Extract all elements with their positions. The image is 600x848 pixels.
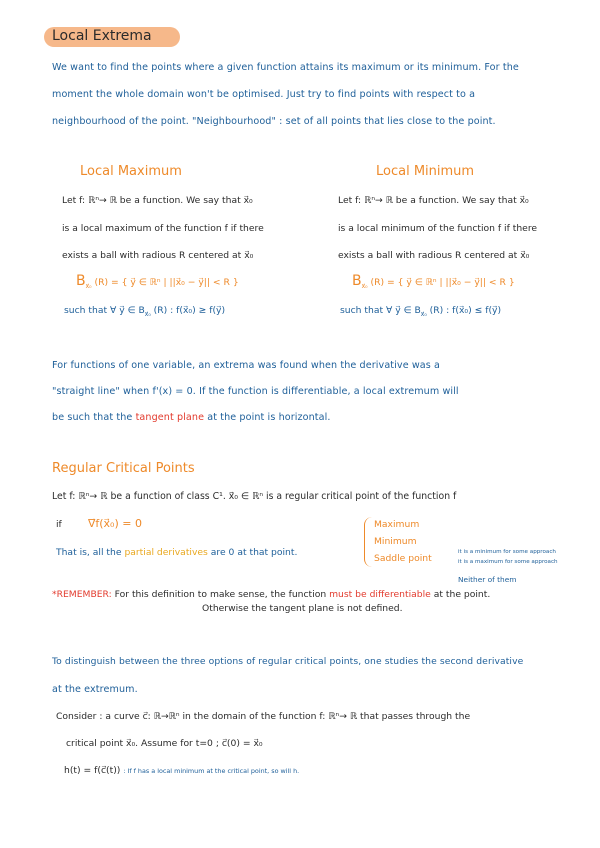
- distinguish-line-3: Consider : a curve c⃗: ℝ→ℝⁿ in the domain of the function f: ℝⁿ→ ℝ that passes through the: [56, 711, 471, 722]
- gradient-condition: ∇⃗f(x⃗₀) = 0: [88, 517, 142, 530]
- one-var-line-3: [52, 412, 331, 423]
- one-var-line-2: "straight line" when f'(x) = 0. If the function is differentiable, a local extremum will: [52, 386, 459, 397]
- intro-line-1: We want to find the points where a given function attains its maximum or its minimum. For the: [52, 62, 519, 73]
- regular-that-is: [56, 547, 297, 558]
- that-is-post: are 0 at that point.: [210, 547, 298, 558]
- one-var-line-3-pre: be such that the: [52, 412, 133, 423]
- ball-set: (R) = { y⃗ ∈ ℝⁿ | ||x⃗₀ − y⃗|| < R }: [370, 277, 515, 288]
- local-min-line-2: is a local minimum of the function f if there: [338, 223, 538, 234]
- ball-set: (R) = { y⃗ ∈ ℝⁿ | ||x⃗₀ − y⃗|| < R }: [94, 277, 239, 288]
- distinguish-line-2: at the extremum.: [52, 684, 138, 695]
- min-inequality: (R) : f(x⃗₀) ≤ f(y⃗): [429, 305, 502, 316]
- distinguish-line-1: To distinguish between the three options of regular critical points, one studies the second derivative: [52, 656, 524, 667]
- option-saddle-point: Saddle point: [374, 553, 432, 564]
- intro-line-2: moment the whole domain won't be optimised. Just try to find points with respect to a: [52, 89, 476, 100]
- option-maximum: Maximum: [374, 519, 420, 530]
- local-max-line-2: is a local maximum of the function f if there: [62, 223, 264, 234]
- remember-pre: For this definition to make sense, the function: [114, 589, 327, 600]
- such-that-text: such that ∀ y⃗ ∈ B: [340, 305, 421, 316]
- local-max-line-3: exists a ball with radious R centered at x⃗₀: [62, 250, 254, 261]
- neither-of-them: Neither of them: [458, 575, 517, 584]
- remember-line-2: Otherwise the tangent plane is not defined.: [202, 603, 403, 614]
- partial-derivatives-highlight: partial derivatives: [124, 547, 208, 558]
- ball-symbol: B: [352, 273, 362, 289]
- remember-post: at the point.: [433, 589, 491, 600]
- h-of-t-note: : If f has a local minimum at the critical point, so will h.: [123, 767, 300, 775]
- that-is-pre: That is, all the: [56, 547, 122, 558]
- regular-critical-points-heading: Regular Critical Points: [52, 461, 195, 476]
- intro-line-3: neighbourhood of the point. "Neighbourhood" : set of all points that lies close to the point.: [52, 116, 496, 127]
- option-minimum: Minimum: [374, 536, 417, 547]
- saddle-note-2: it is a maximum for some approach: [458, 559, 558, 565]
- ball-subscript: x⃗₀: [361, 282, 368, 290]
- local-maximum-heading: Local Maximum: [80, 164, 182, 179]
- such-that-subscript: x⃗₀: [144, 310, 151, 318]
- one-var-line-3-post: at the point is horizontal.: [207, 412, 331, 423]
- remember-label: *REMEMBER:: [52, 589, 112, 600]
- max-inequality: (R) : f(x⃗₀) ≥ f(y⃗): [153, 305, 226, 316]
- local-max-condition: [64, 305, 225, 318]
- saddle-note-1: it is a minimum for some approach: [458, 549, 556, 555]
- regular-if: if: [56, 519, 62, 530]
- such-that-text: such that ∀ y⃗ ∈ B: [64, 305, 145, 316]
- distinguish-line-5: [64, 765, 299, 776]
- ball-subscript: x⃗₀: [85, 282, 92, 290]
- one-var-line-1: For functions of one variable, an extrema was found when the derivative was a: [52, 360, 441, 371]
- local-min-ball-definition: [352, 273, 515, 290]
- local-min-condition: [340, 305, 501, 318]
- page-title: Local Extrema: [52, 28, 152, 44]
- remember-note: [52, 589, 490, 600]
- local-max-line-1: Let f: ℝⁿ→ ℝ be a function. We say that x⃗₀: [62, 195, 253, 206]
- such-that-subscript: x⃗₀: [420, 310, 427, 318]
- local-min-line-3: exists a ball with radious R centered at x⃗₀: [338, 250, 530, 261]
- distinguish-line-4: critical point x⃗₀. Assume for t=0 ; c⃗(0) = x⃗₀: [66, 738, 263, 749]
- local-min-line-1: Let f: ℝⁿ→ ℝ be a function. We say that x⃗₀: [338, 195, 529, 206]
- h-of-t-definition: h(t) = f(c⃗(t)): [64, 765, 121, 776]
- local-minimum-heading: Local Minimum: [376, 164, 475, 179]
- must-be-differentiable-highlight: must be differentiable: [329, 589, 431, 600]
- tangent-plane-highlight: tangent plane: [135, 412, 205, 423]
- regular-line-1: Let f: ℝⁿ→ ℝ be a function of class C¹. x⃗₀ ∈ ℝⁿ is a regular critical point of the function f: [52, 491, 457, 502]
- ball-symbol: B: [76, 273, 86, 289]
- local-max-ball-definition: [76, 273, 239, 290]
